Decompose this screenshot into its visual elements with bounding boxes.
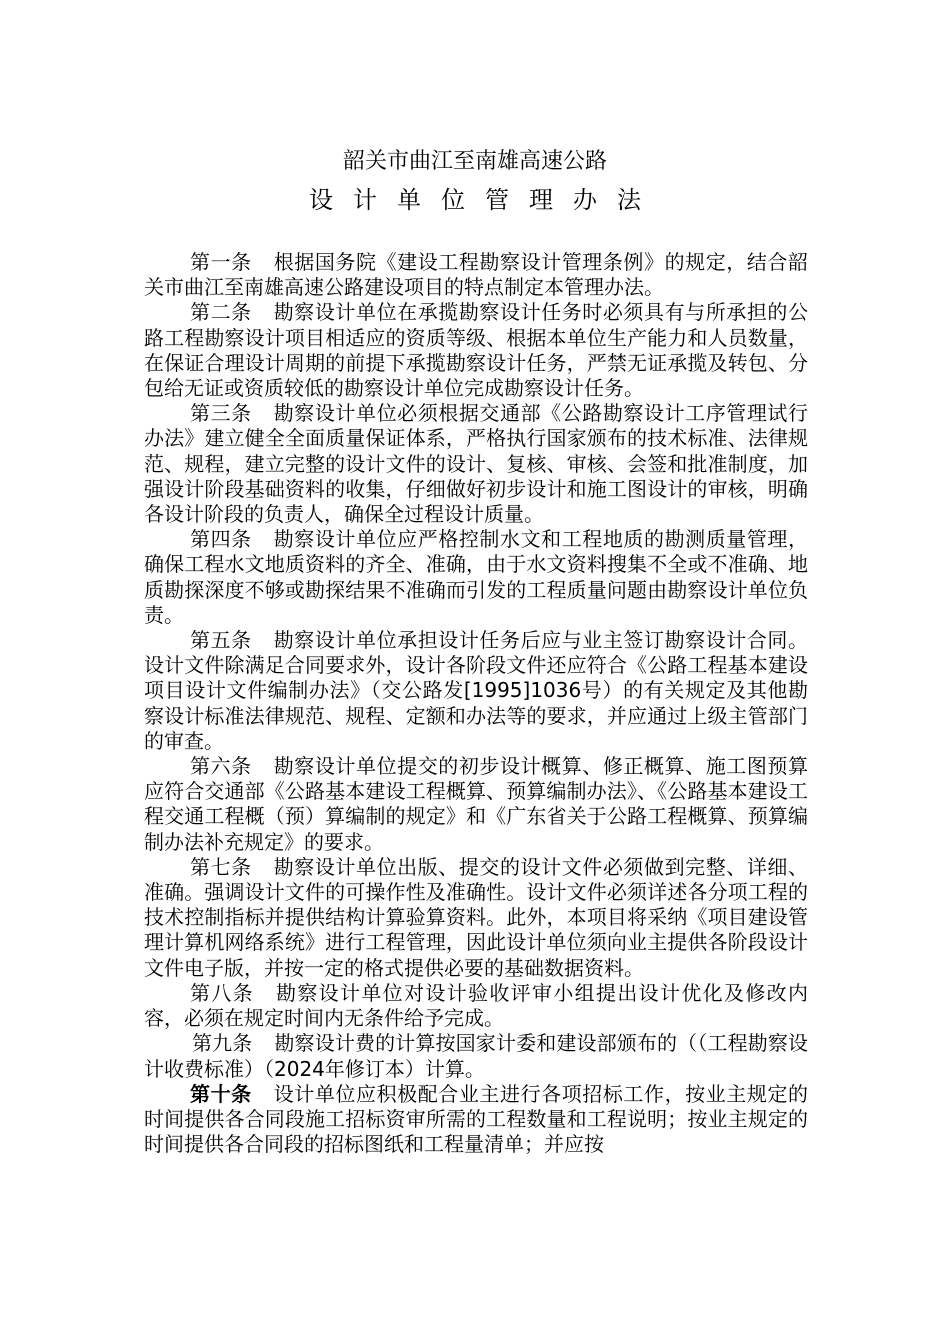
article-text: 勘察设计单位承担设计任务后应与业主签订勘察设计合同。设计文件除满足合同要求外，设计各阶段文件还应符合《公路工程基本建设项目设计文件编制办法》（交公路发[1995]1036号）的有关规定及其他勘察设计标准法律规范、规程、定额和办法等的要求，并应通过上级主管部门的审查。 (144, 628, 809, 753)
article-text: 勘察设计单位提交的初步设计概算、修正概算、施工图预算应符合交通部《公路基本建设工程概算、预算编制办法》、《公路基本建设工程交通工程概（预）算编制的规定》和《广东省关于公路工程概算、预算编制办法补充规定》的要求。 (144, 754, 809, 854)
article-text: 勘察设计单位对设计验收评审小组提出设计优化及修改内容，必须在规定时间内无条件给予完成。 (144, 980, 808, 1031)
article-4 (144, 527, 808, 628)
article-text: 设计单位应积极配合业主进行各项招标工作，按业主规定的时间提供各合同段施工招标资审所需的工程数量和工程说明；按业主规定的时间提供各合同段的招标图纸和工程量清单；并应按 (144, 1081, 809, 1157)
article-label: 第六条 (190, 754, 252, 779)
article-label: 第二条 (190, 300, 252, 325)
article-text: 勘察设计单位应严格控制水文和工程地质的勘测质量管理，确保工程水文地质资料的齐全、准确，由于水文资料搜集不全或不准确、地质勘探深度不够或勘探结果不准确而引发的工程质量问题由勘察设计单位负责。 (144, 527, 809, 627)
article-label: 第一条 (190, 250, 252, 274)
article-text: 根据国务院《建设工程勘察设计管理条例》的规定，结合韶关市曲江至南雄高速公路建设项目的特点制定本管理办法。 (144, 250, 809, 300)
article-label: 第十条 (190, 1081, 252, 1106)
document-title-line2: 设计单位管理办法 (309, 186, 661, 214)
article-8 (144, 981, 808, 1031)
document-body (144, 250, 808, 1157)
article-label: 第四条 (190, 527, 252, 552)
article-2 (144, 300, 808, 401)
article-10 (144, 1082, 808, 1158)
article-text: 勘察设计单位在承揽勘察设计任务时必须具有与所承担的公路工程勘察设计项目相适应的资质等级、根据本单位生产能力和人员数量，在保证合理设计周期的前提下承揽勘察设计任务，严禁无证承揽及转包、分包给无证或资质较低的勘察设计单位完成勘察设计任务。 (144, 300, 809, 401)
article-7 (144, 855, 808, 981)
article-3 (144, 401, 808, 527)
article-label: 第五条 (190, 628, 252, 653)
article-text: 勘察设计费的计算按国家计委和建设部颁布的（（工程勘察设计收费标准）（2024年修订本）计算。 (144, 1031, 809, 1081)
document-title-line1: 韶关市曲江至南雄高速公路 (342, 149, 607, 174)
article-text: 勘察设计单位出版、提交的设计文件必须做到完整、详细、准确。强调设计文件的可操作性及准确性。设计文件必须详述各分项工程的技术控制指标并提供结构计算验算资料。此外，本项目将采纳《项目建设管理计算机网络系统》进行工程管理，因此设计单位须向业主提供各阶段设计文件电子版，并按一定的格式提供必要的基础数据资料。 (144, 854, 809, 980)
article-label: 第七条 (190, 854, 252, 879)
article-9 (144, 1031, 808, 1081)
article-6 (144, 754, 808, 855)
article-1 (144, 250, 808, 300)
article-label: 第八条 (190, 980, 254, 1005)
article-label: 第九条 (192, 1031, 253, 1056)
article-5 (144, 628, 808, 754)
article-text: 勘察设计单位必须根据交通部《公路勘察设计工序管理试行办法》建立健全全面质量保证体系，严格执行国家颁布的技术标准、法律规范、规程，建立完整的设计文件的设计、复核、审核、会签和批准制度，加强设计阶段基础资料的收集，仔细做好初步设计和施工图设计的审核，明确各设计阶段的负责人，确保全过程设计质量。 (144, 401, 809, 527)
article-label: 第三条 (190, 401, 252, 426)
